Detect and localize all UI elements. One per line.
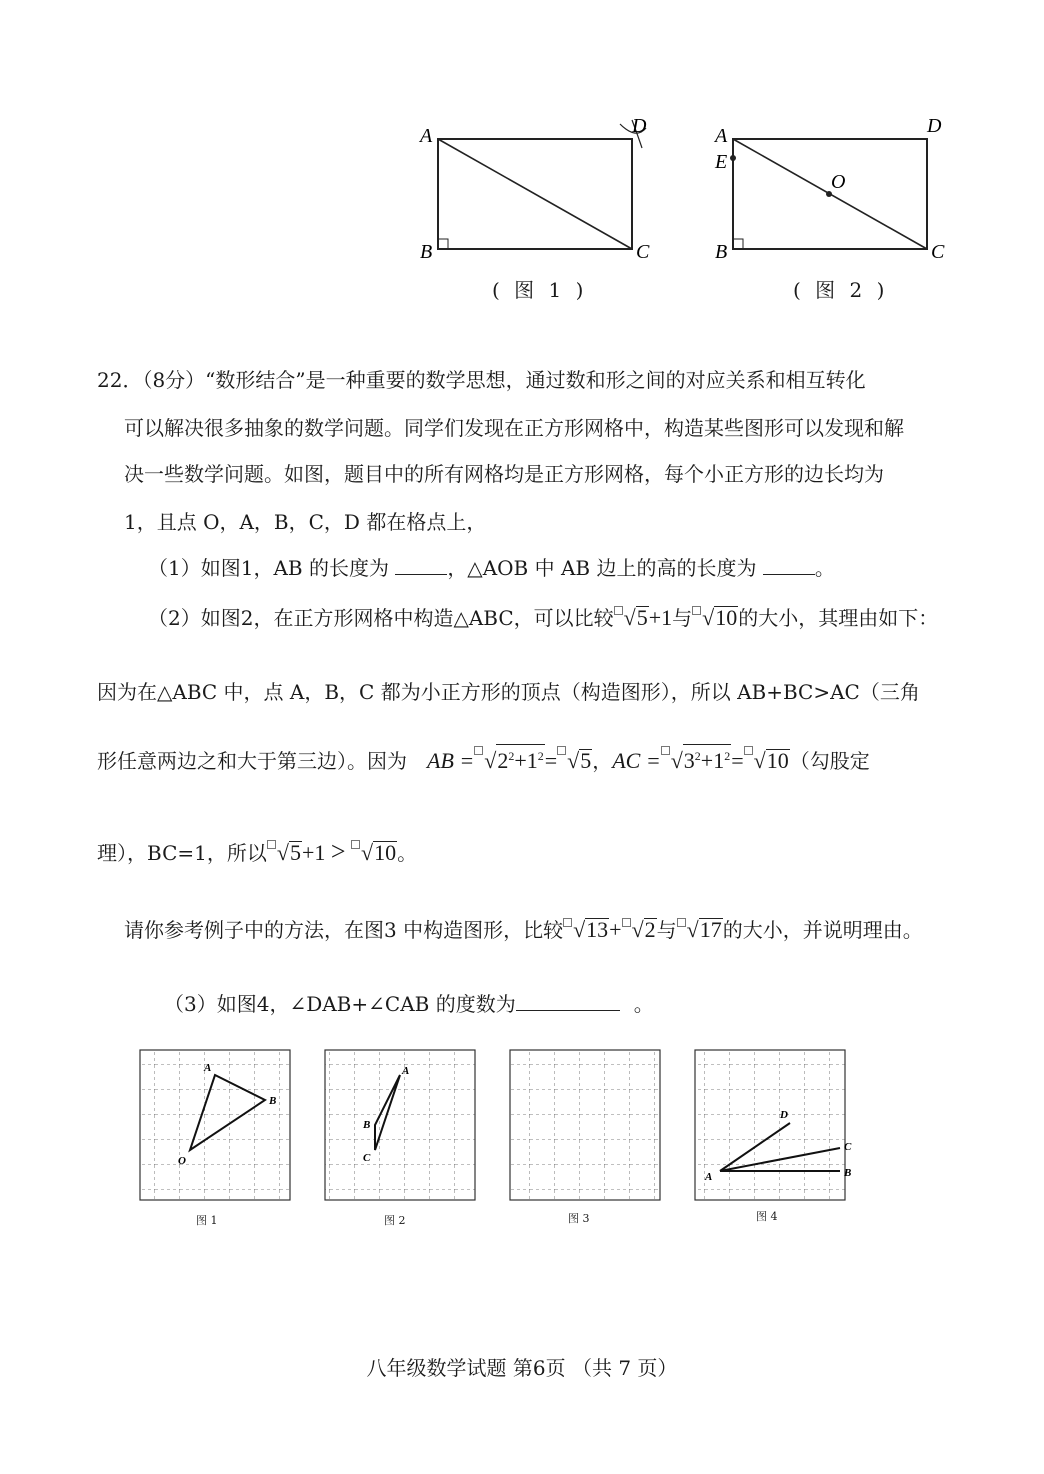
page-footer: 八年级数学试题 第6页 （共 7 页） [366, 1356, 678, 1380]
label-c: C [636, 241, 650, 263]
figure-2-caption: ( 图 2 ) [793, 278, 889, 302]
point-c: C [363, 1152, 371, 1164]
answer-blank-height[interactable] [763, 556, 815, 575]
grid-4-caption: 图 4 [756, 1210, 778, 1223]
point-a: A [204, 1062, 212, 1074]
label-d: D [927, 115, 942, 137]
label-b: B [420, 241, 433, 263]
label-a: A [420, 125, 433, 147]
grid-2-caption: 图 2 [384, 1214, 406, 1227]
q22-intro-line-3: 决一些数学问题。如图，题目中的所有网格均是正方形网格，每个小正方形的边长均为 [124, 462, 884, 486]
top-figure-1 [410, 110, 670, 310]
q22-intro-line-4: 1，且点 O，A，B，C，D 都在格点上， [124, 510, 487, 534]
q22-part-2: （2）如图2，在正方形网格中构造△ABC，可以比较 √5+1与 √10的大小，其理由如下： [148, 605, 939, 630]
label-o: O [831, 171, 846, 193]
q22-part-1: （1）如图1，AB 的长度为 ，△AOB 中 AB 边上的高的长度为 。 [148, 556, 835, 580]
point-o: O [178, 1155, 186, 1167]
label-c: C [931, 241, 945, 263]
q22-reason-line-2: 形任意两边之和大于第三边）。因为 AB = $√2^2+1^2= √5$，AC = $√3^2+1^2= √10$（勾股定 [97, 744, 870, 775]
grid-3 [510, 1050, 660, 1200]
grid-3-caption: 图 3 [568, 1212, 590, 1225]
q22-intro-line-1: 22．（8分）“数形结合”是一种重要的数学思想，通过数和形之间的对应关系和相互转化 [97, 368, 866, 392]
grid-2 [325, 1050, 475, 1200]
q22-intro-line-2: 可以解决很多抽象的数学问题。同学们发现在正方形网格中，构造某些图形可以发现和解 [124, 416, 904, 440]
figure-1-caption: ( 图 1 ) [492, 278, 588, 302]
point-b: B [363, 1119, 371, 1131]
answer-blank-ab-length[interactable] [395, 556, 447, 575]
point-c: C [844, 1141, 852, 1153]
grid-4 [695, 1050, 852, 1200]
label-e: E [715, 151, 728, 173]
point-a: A [402, 1065, 410, 1077]
point-d: D [780, 1109, 788, 1121]
answer-blank-angle[interactable] [516, 992, 620, 1011]
point-a: A [705, 1171, 713, 1183]
grid-1 [140, 1050, 290, 1200]
label-b: B [715, 241, 728, 263]
label-a: A [715, 125, 728, 147]
q22-reason-line-3: 理），BC=1，所以 √5+1 > √10。 [97, 837, 418, 866]
label-d: D [632, 115, 647, 137]
point-b: B [269, 1095, 277, 1107]
top-figure-2 [705, 110, 965, 310]
q22-part-3: （3）如图4，∠DAB+∠CAB 的度数为 。 [164, 992, 654, 1016]
point-b: B [844, 1167, 852, 1179]
q22-reason-line-1: 因为在△ABC 中，点 A，B，C 都为小正方形的顶点（构造图形），所以 AB+BC>AC（三角 [97, 680, 920, 704]
q22-task: 请你参考例子中的方法，在图3 中构造图形，比较 √13+ √2与 √17的大小，并说明理由。 [124, 917, 923, 942]
grid-1-caption: 图 1 [196, 1214, 218, 1227]
